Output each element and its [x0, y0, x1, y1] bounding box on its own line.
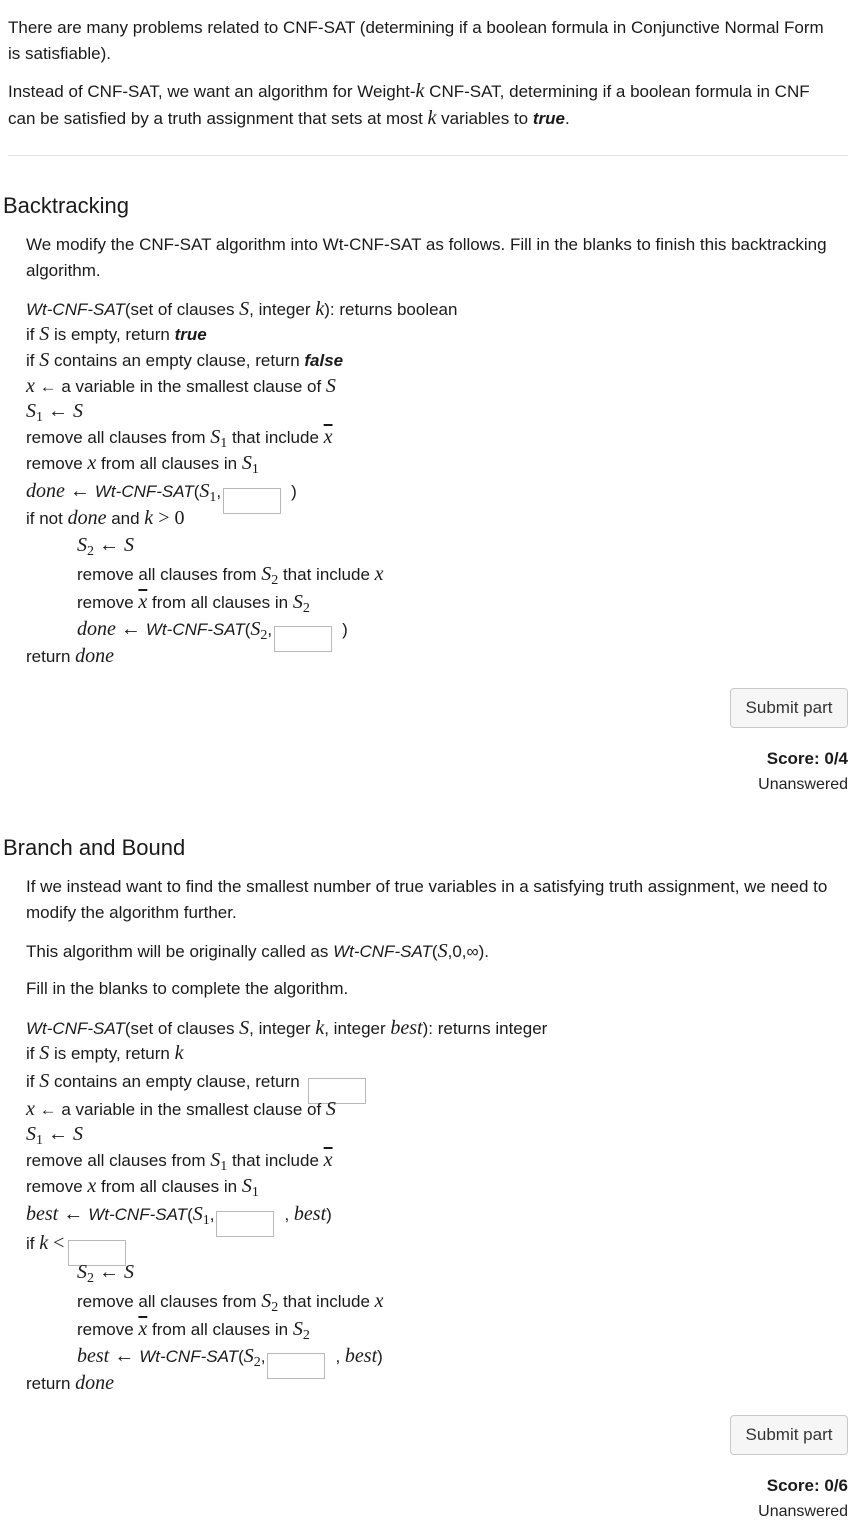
- bt-line-empty-clause: if S contains an empty clause, return false: [26, 349, 344, 371]
- bt-line-s2-assign: $S_2$ ← S: [77, 534, 134, 559]
- bb-submit-button[interactable]: Submit part: [730, 1415, 848, 1455]
- bb-line-s2-assign: $S_2$ ← S: [77, 1261, 134, 1286]
- bb-line-choose-var: x ← a variable in the smallest clause of S: [26, 1098, 336, 1120]
- bb-line-recurse-1: best ← $Wt-CNF-SAT(S_1$, , best): [26, 1201, 332, 1227]
- bb-blank-4[interactable]: [267, 1353, 325, 1379]
- bt-score: Score: 0/4: [766, 749, 848, 768]
- bb-line-remove-clauses-s1: remove all clauses from $S_1$ that include $\overline{x}$: [26, 1149, 333, 1174]
- bb-line-remove-notx-s2: remove $\overline{x}$ from all clauses in $S_2$: [77, 1318, 310, 1343]
- bb-line-if-k-lt: if k <: [26, 1230, 128, 1256]
- backtracking-heading: Backtracking: [3, 193, 129, 218]
- intro-paragraph-2: Instead of CNF-SAT, we want an algorithm for Weight-k CNF-SAT, determining if a boolean formula in CNF can be satisfied by a truth assignment that sets at most k variables to true.: [8, 80, 810, 129]
- bt-line-remove-clauses-s2: remove all clauses from $S_2$ that include x: [77, 563, 384, 588]
- divider: [8, 155, 848, 156]
- bb-blank-2[interactable]: [216, 1211, 274, 1237]
- bb-line-remove-x-s1: remove x from all clauses in $S_1$: [26, 1175, 259, 1200]
- intro-paragraph-1: There are many problems related to CNF-SAT (determining if a boolean formula in Conjunctive Normal Form is satisfiable).: [8, 18, 824, 63]
- bt-line-recurse-2: done ← $Wt-CNF-SAT(S_2$, ): [77, 616, 348, 642]
- bt-line-remove-x-s1: remove x from all clauses in $S_1$: [26, 452, 259, 477]
- bt-line-empty: if S is empty, return true: [26, 323, 207, 345]
- bt-status: Unanswered: [758, 776, 848, 793]
- bb-line-s1-assign: $S_1$ ← S: [26, 1123, 83, 1148]
- bb-paragraph-1: If we instead want to find the smallest number of true variables in a satisfying truth assignment, we need to modify the algorithm further.: [26, 877, 828, 922]
- bt-line-return: return done: [26, 645, 115, 667]
- bb-line-recurse-2: best ← $Wt-CNF-SAT(S_2$, , best): [77, 1343, 383, 1369]
- bt-line-recurse-1: done ← $Wt-CNF-SAT(S_1$, ): [26, 478, 297, 504]
- bb-signature: Wt-CNF-SAT(set of clauses S, integer k, integer best): returns integer: [26, 1017, 548, 1039]
- bb-status: Unanswered: [758, 1503, 848, 1520]
- bt-line-remove-notx-s2: remove $\overline{x}$ from all clauses in $S_2$: [77, 591, 310, 616]
- bb-heading: Branch and Bound: [3, 835, 186, 860]
- bt-blank-1[interactable]: [223, 488, 281, 514]
- backtracking-instructions: We modify the CNF-SAT algorithm into Wt-CNF-SAT as follows. Fill in the blanks to finish this backtracking algorithm.: [26, 235, 827, 280]
- bt-blank-2[interactable]: [274, 626, 332, 652]
- bt-line-if-not-done: if not done and k > 0: [26, 507, 185, 529]
- bb-line-remove-clauses-s2: remove all clauses from $S_2$ that include x: [77, 1290, 384, 1315]
- bb-paragraph-3: Fill in the blanks to complete the algorithm.: [26, 979, 349, 998]
- bt-submit-button[interactable]: Submit part: [730, 688, 848, 728]
- bb-score: Score: 0/6: [766, 1476, 848, 1495]
- bb-line-empty-clause: if S contains an empty clause, return: [26, 1068, 368, 1094]
- bb-line-return: return done: [26, 1372, 115, 1394]
- bb-line-empty: if S is empty, return k: [26, 1042, 184, 1064]
- bt-line-s1-assign: $S_1$ ← S: [26, 400, 83, 425]
- bb-paragraph-2: This algorithm will be originally called as Wt-CNF-SAT(S,0,∞).: [26, 940, 489, 962]
- bt-line-choose-var: x ← a variable in the smallest clause of S: [26, 375, 336, 397]
- bt-signature: Wt-CNF-SAT(set of clauses S, integer k): returns boolean: [26, 298, 458, 320]
- bt-line-remove-clauses-s1: remove all clauses from $S_1$ that include $\overline{x}$: [26, 426, 333, 451]
